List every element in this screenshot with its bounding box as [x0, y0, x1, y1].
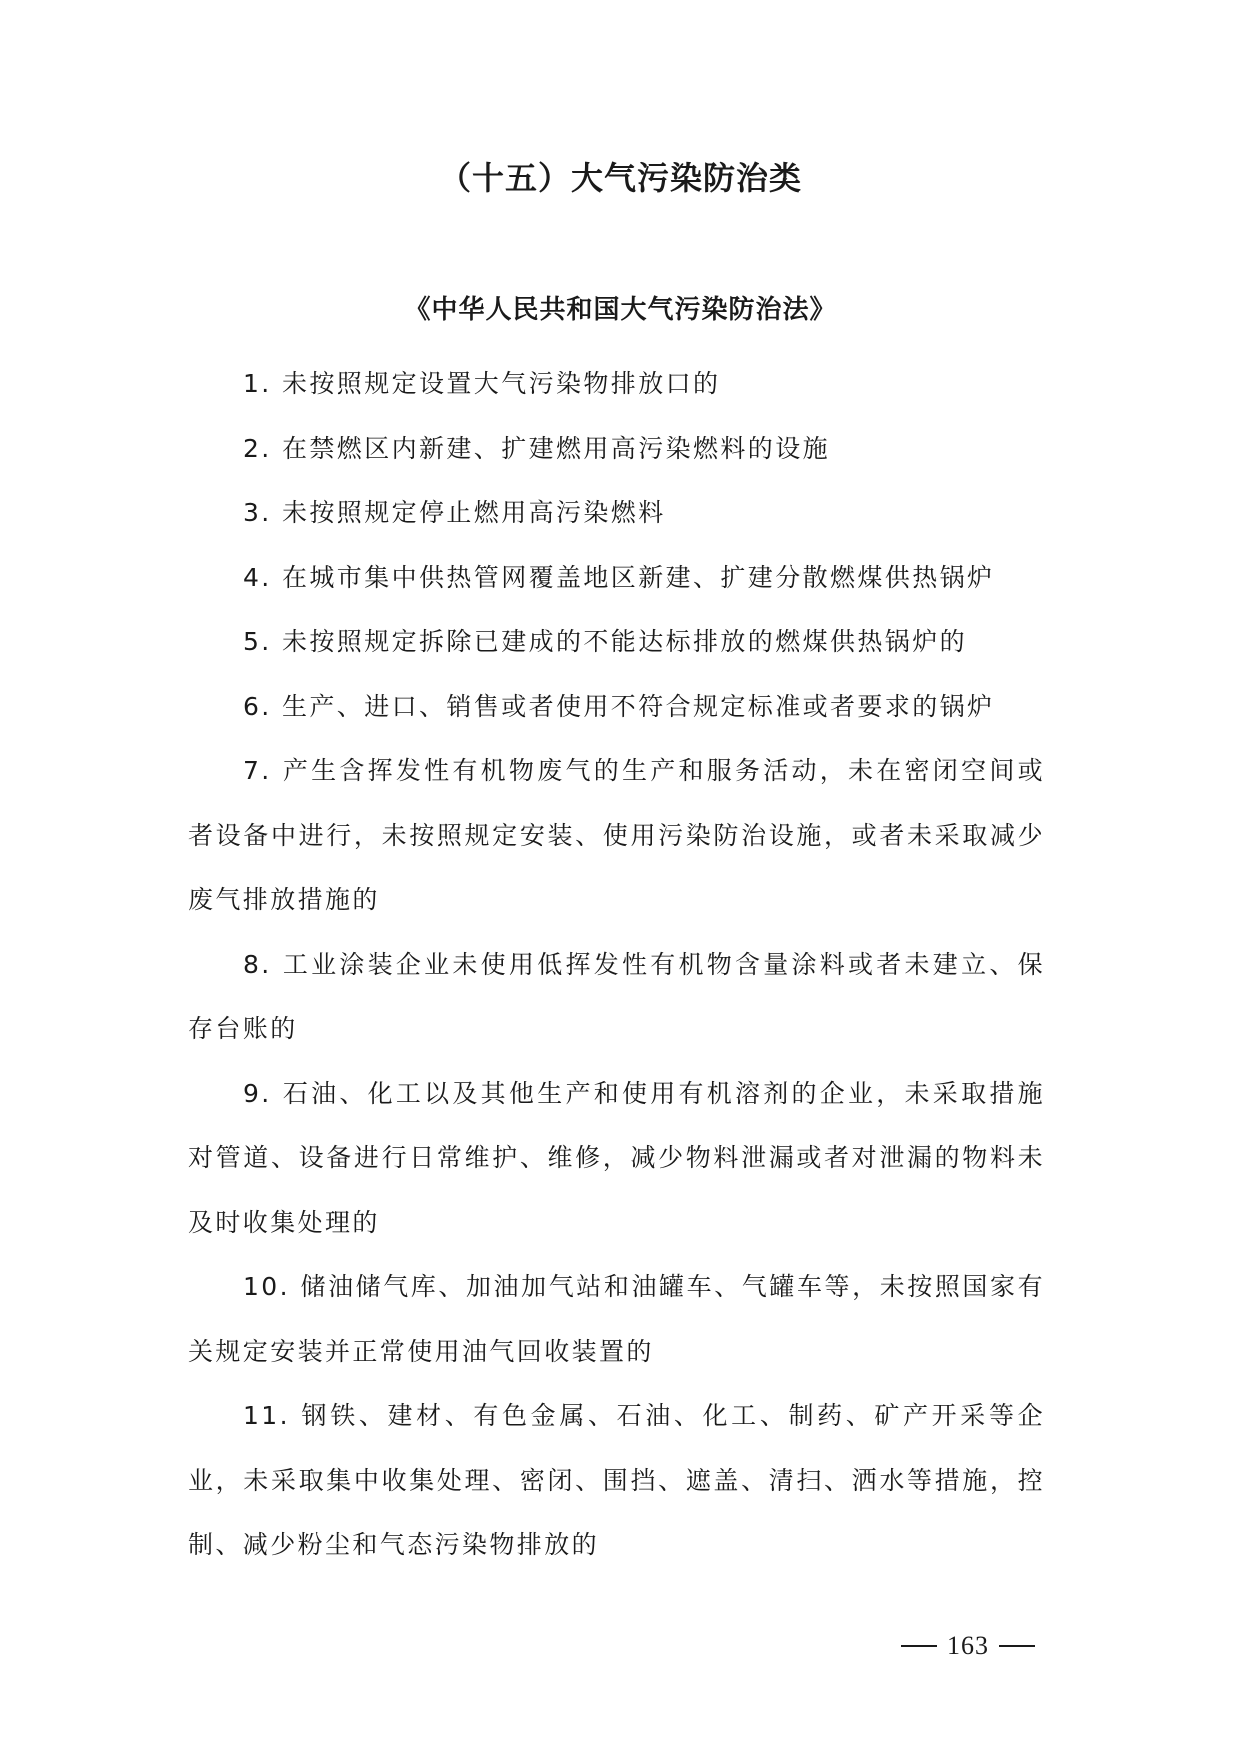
- law-title: 《中华人民共和国大气污染防治法》: [404, 295, 837, 325]
- list-item: 11. 钢铁、建材、有色金属、石油、化工、制药、矿产开采等企业，未采取集中收集处理、密闭、围挡、遮盖、清扫、洒水等措施，控制、减少粉尘和气态污染物排放的: [188, 1401, 1045, 1559]
- section-title: （十五）大气污染防治类: [438, 159, 802, 197]
- list-item: 1. 未按照规定设置大气污染物排放口的: [243, 369, 721, 398]
- list-item: 2. 在禁燃区内新建、扩建燃用高污染燃料的设施: [243, 433, 831, 463]
- list-item: 6. 生产、进口、销售或者使用不符合规定标准或者要求的锅炉: [243, 691, 995, 721]
- list-item: 8. 工业涂装企业未使用低挥发性有机物含量涂料或者未建立、保存台账的: [188, 949, 1045, 1043]
- dash-left: [901, 1645, 937, 1647]
- page-footer: [891, 1626, 1045, 1666]
- page-number: 163: [947, 1631, 989, 1660]
- list-item: 10. 储油储气库、加油加气站和油罐车、气罐车等，未按照国家有关规定安装并正常使用油气回收装置的: [188, 1272, 1045, 1366]
- list-item: 4. 在城市集中供热管网覆盖地区新建、扩建分散燃煤供热锅炉: [243, 562, 995, 592]
- list-item: 9. 石油、化工以及其他生产和使用有机溶剂的企业，未采取措施对管道、设备进行日常维护、维修，减少物料泄漏或者对泄漏的物料未及时收集处理的: [188, 1078, 1045, 1237]
- list-item: 5. 未按照规定拆除已建成的不能达标排放的燃煤供热锅炉的: [243, 627, 968, 656]
- violation-list: [188, 352, 1045, 1578]
- list-item: 7. 产生含挥发性有机物废气的生产和服务活动，未在密闭空间或者设备中进行，未按照规定安装、使用污染防治设施，或者未采取减少废气排放措施的: [188, 756, 1045, 914]
- dash-right: [999, 1645, 1035, 1647]
- list-item: 3. 未按照规定停止燃用高污染燃料: [243, 498, 666, 527]
